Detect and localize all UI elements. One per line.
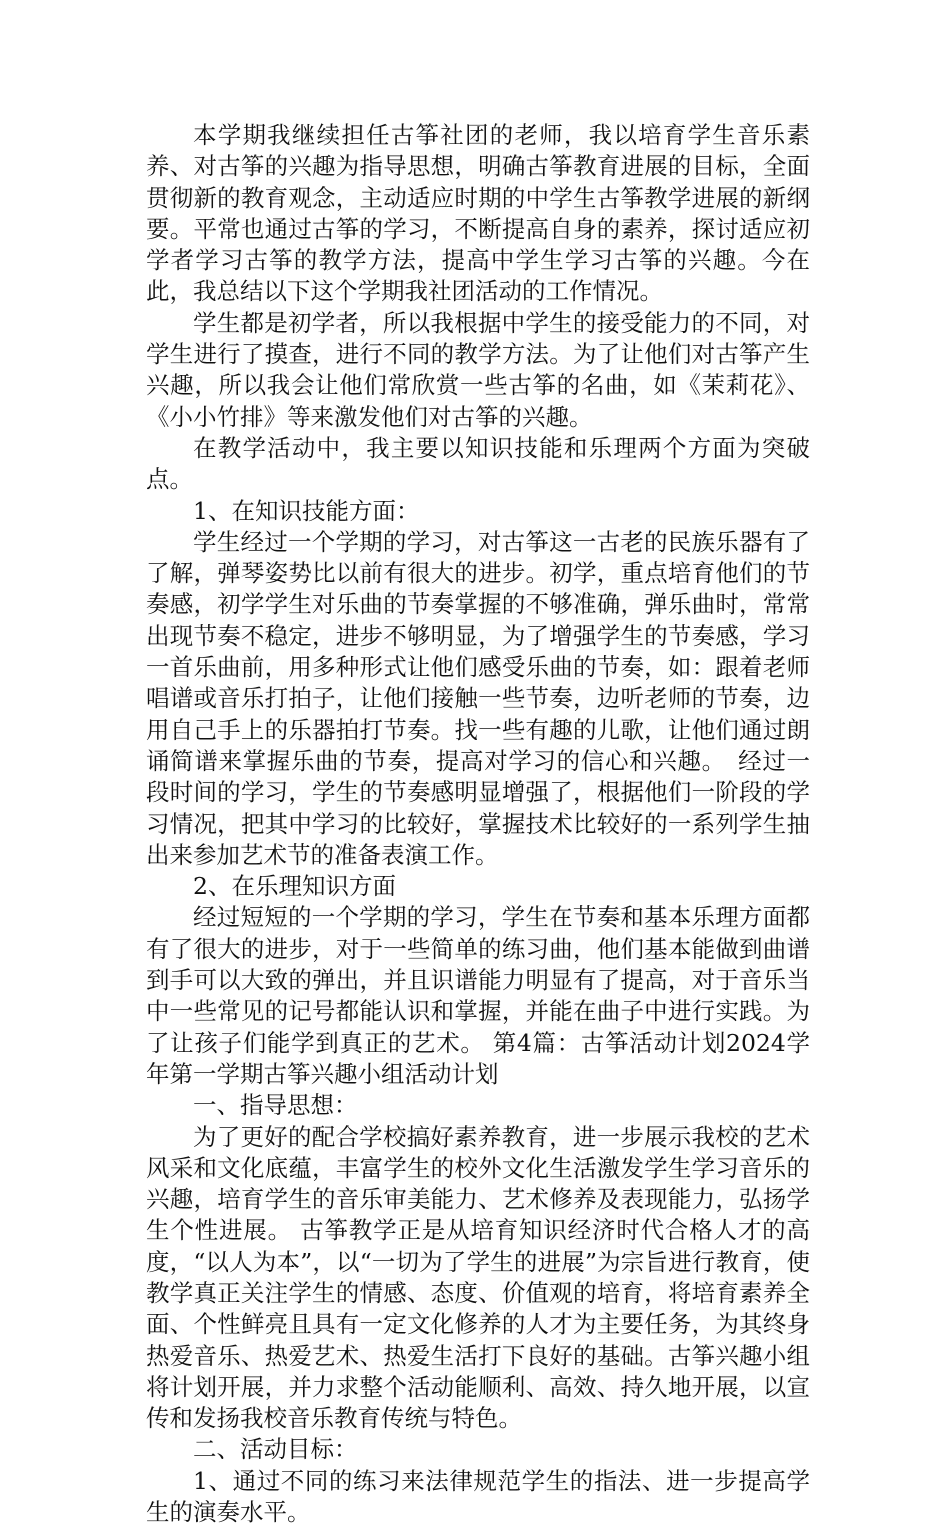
heading-music-theory	[146, 871, 810, 902]
paragraph-text: 本学期我继续担任古筝社团的老师，我以培育学生音乐素养、对古筝的兴趣为指导思想，明确古筝教育进展的目标，全面贯彻新的教育观念，主动适应时期的中学生古筝教学进展的新纲要。平常也通过古筝的学习，不断提高自身的素养，探讨适应初学者学习古筝的教学方法，提高中学生学习古筝的兴趣。今在此，我总结以下这个学期我社团活动的工作情况。	[146, 121, 810, 306]
heading-text: 1、在知识技能方面：	[193, 496, 420, 525]
paragraph-focus	[146, 433, 810, 496]
paragraph-text: 学生经过一个学期的学习，对古筝这一古老的民族乐器有了了解，弹琴姿势比以前有很大的进步。初学，重点培育他们的节奏感，初学学生对乐曲的节奏掌握的不够准确，弹乐曲时，常常出现节奏不稳定，进步不够明显，为了增强学生的节奏感，学习一首乐曲前，用多种形式让他们感受乐曲的节奏，如：跟着老师唱谱或音乐打拍子，让他们接触一些节奏，边听老师的节奏，边用自己手上的乐器拍打节奏。找一些有趣的儿歌，让他们通过朗诵简谱来掌握乐曲的节奏，提高对学习的信心和兴趣。 经过一段时间的学习，学生的节奏感明显增强了，根据他们一阶段的学习情况，把其中学习的比较好，掌握技术比较好的一系列学生抽出来参加艺术节的准备表演工作。	[146, 527, 810, 869]
heading-activity-goals	[146, 1434, 810, 1465]
paragraph-knowledge-skills	[146, 527, 810, 871]
heading-text: 2、在乐理知识方面	[193, 872, 396, 901]
paragraph-intro	[146, 120, 810, 308]
paragraph-text: 学生都是初学者，所以我根据中学生的接受能力的不同，对学生进行了摸查，进行不同的教学方法。为了让他们对古筝产生兴趣，所以我会让他们常欣赏一些古筝的名曲，如《茉莉花》、《小小竹排》等来激发他们对古筝的兴趣。	[146, 308, 810, 431]
heading-text: 二、活动目标：	[193, 1435, 358, 1464]
paragraph-goal-1	[146, 1466, 810, 1528]
paragraph-text: 在教学活动中，我主要以知识技能和乐理两个方面为突破点。	[146, 433, 810, 494]
paragraph-students	[146, 308, 810, 433]
paragraph-music-theory	[146, 902, 810, 1090]
heading-knowledge-skills	[146, 496, 810, 527]
paragraph-guiding-thought	[146, 1122, 810, 1435]
heading-guiding-thought	[146, 1090, 810, 1121]
document-page	[146, 120, 810, 1528]
paragraph-text: 1、通过不同的练习来法律规范学生的指法、进一步提高学生的演奏水平。	[146, 1466, 810, 1527]
paragraph-text: 为了更好的配合学校搞好素养教育，进一步展示我校的艺术风采和文化底蕴，丰富学生的校外文化生活激发学生学习音乐的兴趣，培育学生的音乐审美能力、艺术修养及表现能力，弘扬学生个性进展。 古筝教学正是从培育知识经济时代合格人才的高度，“以人为本”，以“一切为了学生的进展”为宗旨进行教育，使教学真正关注学生的情感、态度、价值观的培育，将培育素养全面、个性鲜亮且具有一定文化修养的人才为主要任务，为其终身热爱音乐、热爱艺术、热爱生活打下良好的基础。古筝兴趣小组将计划开展，并力求整个活动能顺利、高效、持久地开展，以宣传和发扬我校音乐教育传统与特色。	[146, 1122, 810, 1433]
paragraph-text: 经过短短的一个学期的学习，学生在节奏和基本乐理方面都有了很大的进步，对于一些简单的练习曲，他们基本能做到曲谱到手可以大致的弹出，并且识谱能力明显有了提高，对于音乐当中一些常见的记号都能认识和掌握，并能在曲子中进行实践。为了让孩子们能学到真正的艺术。 第4篇：古筝活动计划2024学年第一学期古筝兴趣小组活动计划	[146, 903, 810, 1088]
heading-text: 一、指导思想：	[193, 1091, 358, 1120]
